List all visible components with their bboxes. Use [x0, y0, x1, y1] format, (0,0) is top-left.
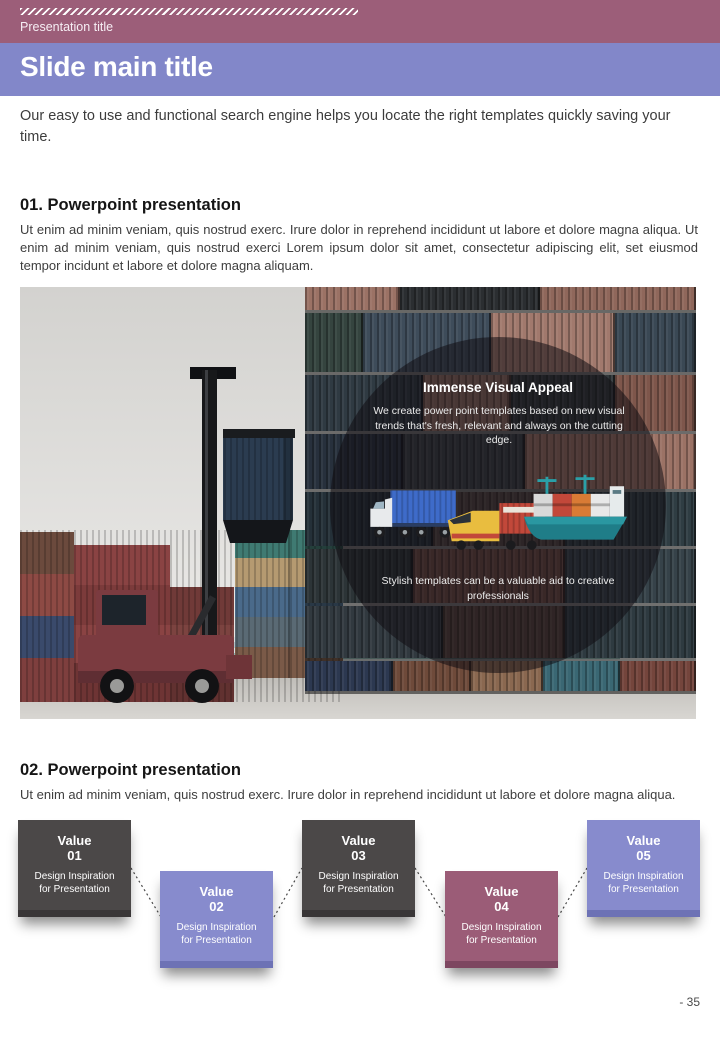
value-box-title: Value	[626, 833, 661, 848]
value-box-strip	[445, 961, 558, 968]
section-01-heading: 01. Powerpoint presentation	[20, 196, 241, 214]
value-box-sub2: for Presentation	[39, 883, 110, 895]
value-box-sub2: for Presentation	[181, 934, 252, 946]
value-box-sub1: Design Inspiration	[461, 921, 542, 933]
value-box-05	[587, 820, 700, 917]
value-box-sub2: for Presentation	[323, 883, 394, 895]
value-box-number: 03	[351, 847, 366, 863]
overlay-body: We create power point templates based on new visual trends that's fresh, relevant and always on the cutting edge.	[373, 405, 625, 447]
value-box-strip	[302, 910, 415, 917]
overlay-caption: Stylish templates can be a valuable aid to creative professionals	[381, 575, 615, 602]
value-box-01	[18, 820, 131, 917]
value-box-04	[445, 871, 558, 968]
value-box-sub1: Design Inspiration	[603, 870, 684, 882]
value-box-number: 05	[636, 847, 651, 863]
value-box-sub2: for Presentation	[608, 883, 679, 895]
value-box-sub1: Design Inspiration	[34, 870, 115, 882]
value-box-number: 01	[67, 847, 82, 863]
value-box-03	[302, 820, 415, 917]
value-box-title: Value	[484, 884, 519, 899]
value-box-sub1: Design Inspiration	[318, 870, 399, 882]
value-box-strip	[160, 961, 273, 968]
value-box-02	[160, 871, 273, 968]
page-number: - 35	[679, 995, 700, 1009]
values-diagram	[0, 818, 720, 980]
value-box-title: Value	[341, 833, 376, 848]
containers-photo	[20, 287, 696, 719]
section-01-body: Ut enim ad minim veniam, quis nostrud exerc. Irure dolor in reprehend incididunt ut labore et dolore magna aliqua. Ut enim ad minim veniam, quis nostrud exerci Lorem ipsum dolor sit amet, consectetur adipiscing elit, set eiusmod tempor incidunt et labore et dolore magna aliquam.	[20, 222, 698, 273]
section-02-heading: 02. Powerpoint presentation	[20, 761, 241, 779]
slide-title: Slide main title	[20, 51, 213, 82]
top-bar	[0, 0, 720, 43]
value-box-sub1: Design Inspiration	[176, 921, 257, 933]
hatch-pattern	[20, 8, 358, 15]
value-box-sub2: for Presentation	[466, 934, 537, 946]
value-box-number: 02	[209, 898, 224, 914]
cargo-ship-icon	[518, 471, 633, 551]
value-box-strip	[18, 910, 131, 917]
value-box-strip	[587, 910, 700, 917]
section-02-body: Ut enim ad minim veniam, quis nostrud exerc. Irure dolor in reprehend incididunt ut labore et dolore magna aliqua.	[20, 787, 676, 802]
value-box-title: Value	[57, 833, 92, 848]
intro-text: Our easy to use and functional search engine helps you locate the right templates quickly saving your time.	[20, 108, 671, 146]
value-box-number: 04	[494, 898, 509, 914]
value-box-title: Value	[199, 884, 234, 899]
overlay-title: Immense Visual Appeal	[422, 380, 574, 395]
presentation-kicker: Presentation title	[20, 20, 114, 34]
